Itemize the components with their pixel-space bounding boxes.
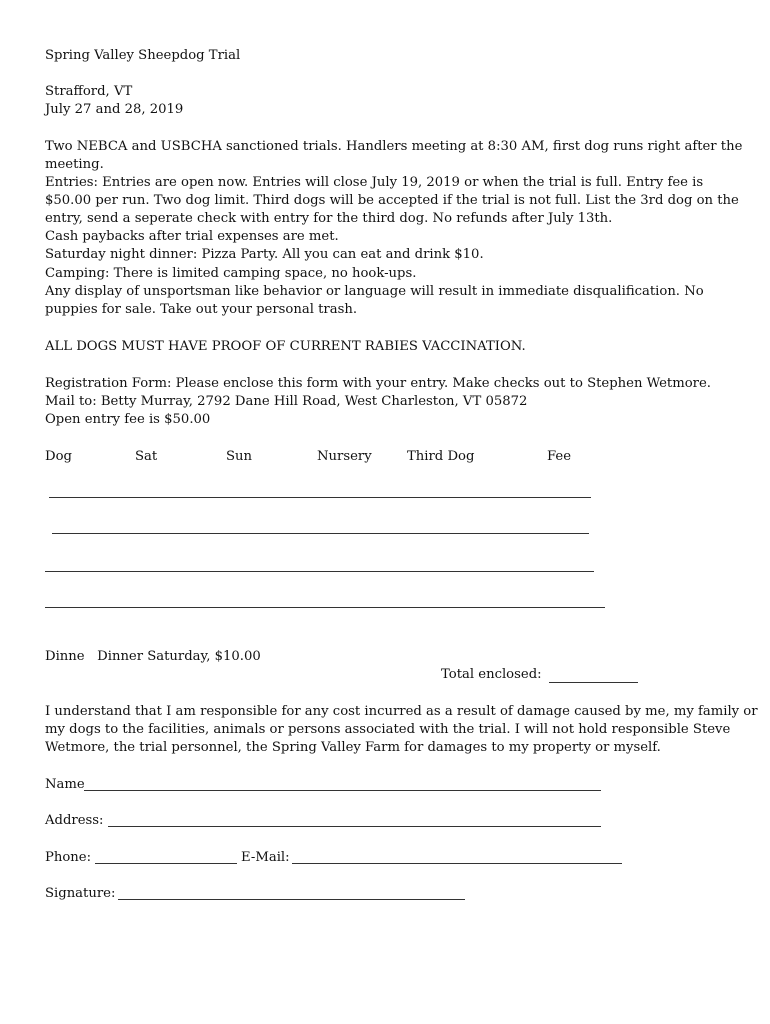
name-field[interactable] [84,790,601,791]
rabies-notice: ALL DOGS MUST HAVE PROOF OF CURRENT RABIES VACCINATION. [45,339,526,354]
info-line: Camping: There is limited camping space, no hook-ups. [45,266,417,281]
trial-title: Spring Valley Sheepdog Trial [45,48,241,63]
column-third-dog: Third Dog [407,449,475,464]
trial-dates: July 27 and 28, 2019 [45,102,184,117]
trial-location: Strafford, VT [45,84,133,99]
entry-row-line[interactable] [45,607,605,608]
address-field[interactable] [108,826,601,827]
signature-field[interactable] [118,899,465,900]
registration-line: Registration Form: Please enclose this form with your entry. Make checks out to Stephen Wetmore. [45,376,711,391]
waiver-line: I understand that I am responsible for any cost incurred as a result of damage caused by me, my family or [45,704,758,719]
signature-label: Signature: [45,886,116,901]
column-sun: Sun [226,449,253,464]
phone-field[interactable] [95,863,237,864]
entry-row-line[interactable] [52,533,589,534]
info-line: Entries: Entries are open now. Entries will close July 19, 2019 or when the trial is full. Entry fee is [45,175,704,190]
info-line: entry, send a seperate check with entry for the third dog. No refunds after July 13th. [45,211,613,226]
info-line: Cash paybacks after trial expenses are met. [45,229,339,244]
info-line: meeting. [45,157,104,172]
waiver-line: Wetmore, the trial personnel, the Spring Valley Farm for damages to my property or myself. [45,740,661,755]
column-nursery: Nursery [317,449,372,464]
column-sat: Sat [135,449,158,464]
info-line: Any display of unsportsman like behavior or language will result in immediate disqualification. No [45,284,704,299]
column-dog: Dog [45,449,72,464]
name-label: Name [45,777,85,792]
total-enclosed-field[interactable] [549,682,638,683]
email-label: E-Mail: [241,850,290,865]
entry-row-line[interactable] [49,497,591,498]
info-line: puppies for sale. Take out your personal trash. [45,302,358,317]
column-fee: Fee [547,449,572,464]
info-line: Saturday night dinner: Pizza Party. All you can eat and drink $10. [45,247,484,262]
info-line: $50.00 per run. Two dog limit. Third dogs will be accepted if the trial is not full. List the 3rd dog on the [45,193,739,208]
email-field[interactable] [292,863,622,864]
waiver-line: my dogs to the facilities, animals or persons associated with the trial. I will not hold responsible Steve [45,722,731,737]
dinner-line: Dinne Dinner Saturday, $10.00 [45,649,261,664]
registration-line: Mail to: Betty Murray, 2792 Dane Hill Road, West Charleston, VT 05872 [45,394,528,409]
phone-label: Phone: [45,850,92,865]
address-label: Address: [45,813,104,828]
total-enclosed-label: Total enclosed: [441,667,542,682]
registration-line: Open entry fee is $50.00 [45,412,211,427]
entry-row-line[interactable] [45,571,594,572]
info-line: Two NEBCA and USBCHA sanctioned trials. Handlers meeting at 8:30 AM, first dog runs right after the [45,139,743,154]
